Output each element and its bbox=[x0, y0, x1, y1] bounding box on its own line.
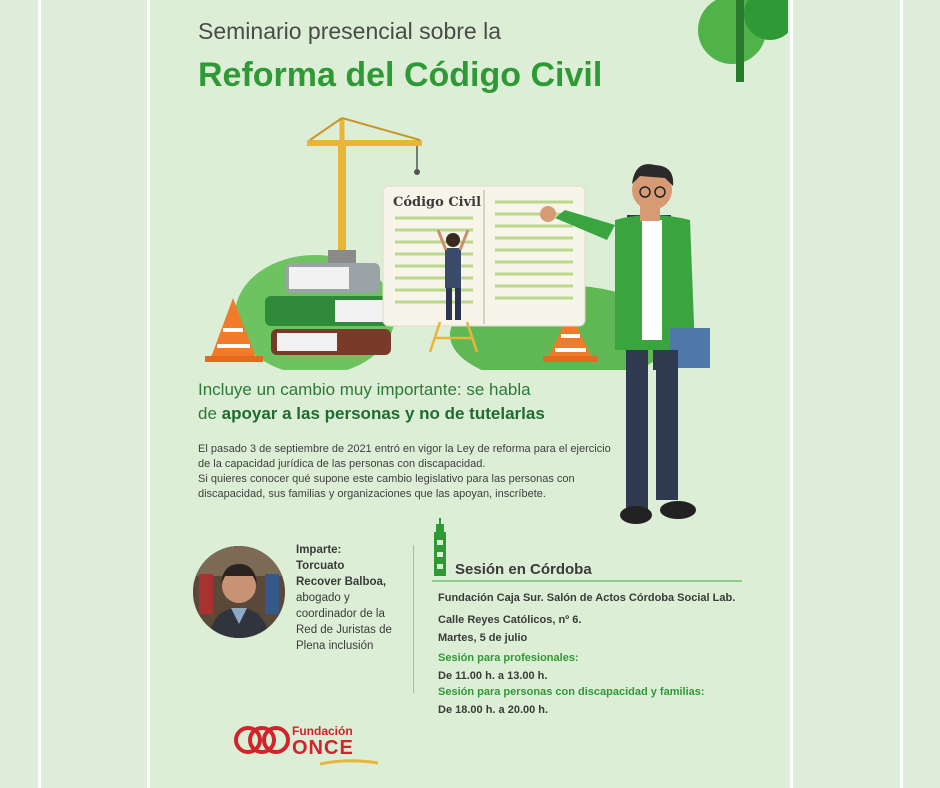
book-label: Código Civil bbox=[393, 195, 482, 210]
session-pro-time: De 11.00 h. a 13.00 h. bbox=[438, 670, 548, 682]
headline-line2 bbox=[198, 402, 545, 426]
session-underline bbox=[432, 580, 742, 582]
logo-swoosh-icon bbox=[318, 758, 380, 768]
frame-line-left-inner bbox=[147, 0, 150, 788]
frame-line-right-outer bbox=[900, 0, 903, 788]
fundacion-once-logo-icon bbox=[232, 722, 292, 762]
logo-text-once: ONCE bbox=[292, 737, 354, 759]
speaker-label: Imparte: bbox=[296, 544, 342, 556]
session-details bbox=[438, 591, 758, 717]
speaker-name-line2: Recover Balboa, bbox=[296, 576, 387, 588]
speaker-avatar bbox=[193, 546, 285, 638]
session-venue: Fundación Caja Sur. Salón de Actos Córdoba Social Lab. bbox=[438, 592, 736, 604]
session-date: Martes, 5 de julio bbox=[438, 632, 528, 644]
tower-icon bbox=[430, 518, 450, 576]
session-title: Sesión en Córdoba bbox=[455, 561, 592, 578]
session-family-time: De 18.00 h. a 20.00 h. bbox=[438, 704, 549, 716]
presenter-legs-icon bbox=[620, 350, 720, 530]
headline-line2-bold: apoyar a las personas y no de tutelarlas bbox=[221, 404, 545, 423]
vertical-divider bbox=[413, 545, 414, 693]
headline-line1: Incluye un cambio muy importante: se habla bbox=[198, 380, 531, 399]
session-family-label: Sesión para personas con discapacidad y familias: bbox=[438, 686, 705, 698]
body-paragraph-1: El pasado 3 de septiembre de 2021 entró en vigor la Ley de reforma para el ejercicio de la capacidad jurídica de las personas con discapacidad. bbox=[198, 443, 611, 470]
speaker-role: abogado y coordinador de la Red de Juristas de Plena inclusión bbox=[296, 592, 392, 652]
speaker-name-line1: Torcuato bbox=[296, 560, 345, 572]
headline-line2-prefix: de bbox=[198, 404, 222, 423]
body-text bbox=[198, 442, 618, 502]
headline bbox=[198, 378, 545, 426]
seminar-subtitle: Seminario presencial sobre la bbox=[198, 18, 501, 44]
hero-illustration bbox=[195, 110, 765, 370]
body-paragraph-2: Si quieres conocer qué supone este cambio legislativo para las personas con discapacidad, sus familias y organizaciones que las apoyan, inscríbete. bbox=[198, 473, 575, 500]
seminar-title: Reforma del Código Civil bbox=[198, 56, 603, 94]
speaker-info bbox=[296, 542, 406, 654]
frame-line-left-outer bbox=[38, 0, 41, 788]
session-pro-label: Sesión para profesionales: bbox=[438, 652, 579, 664]
speaker-photo-icon bbox=[193, 546, 285, 638]
tree-decoration bbox=[692, 0, 788, 82]
session-address: Calle Reyes Católicos, nº 6. bbox=[438, 614, 582, 626]
frame-line-right-inner bbox=[790, 0, 793, 788]
logo-text-fundacion: Fundación bbox=[292, 724, 353, 738]
